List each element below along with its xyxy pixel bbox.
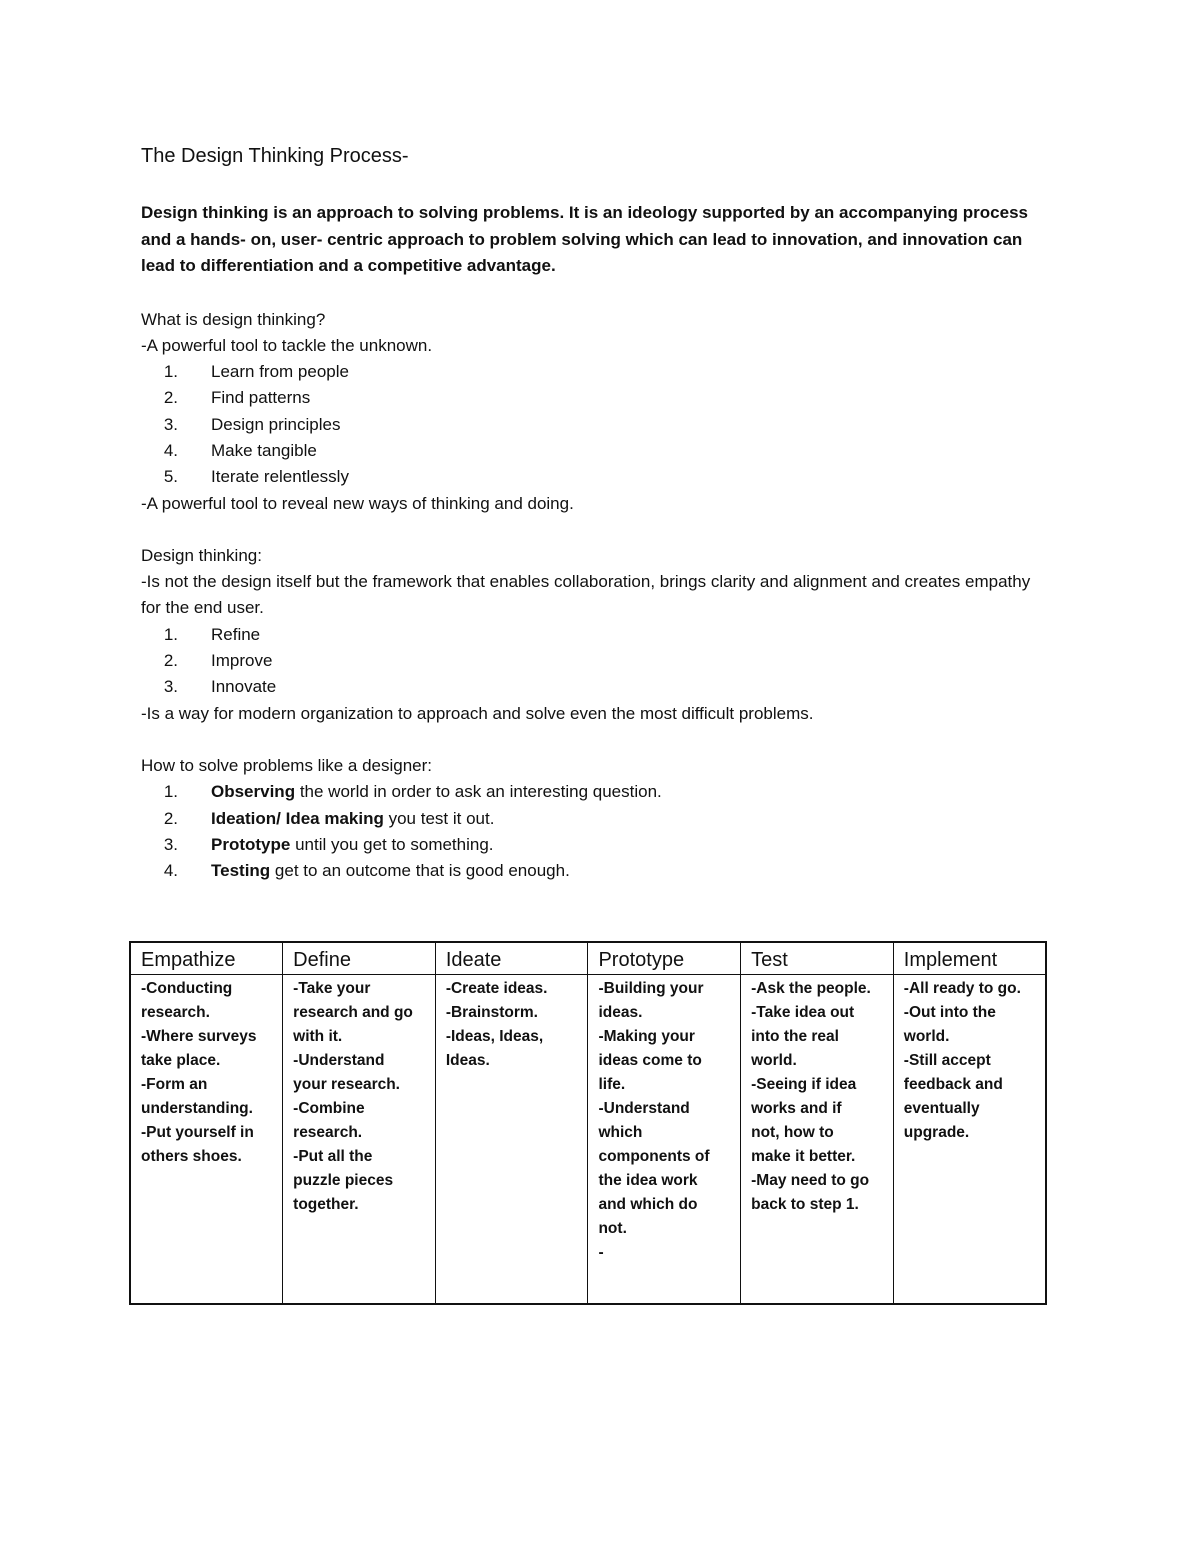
- cell-line: -Put yourself in: [141, 1124, 254, 1141]
- cell-line: take place.: [141, 1052, 221, 1069]
- list-number: 2.: [163, 651, 178, 671]
- list-item-term: Prototype: [211, 834, 291, 854]
- intro-paragraph: Design thinking is an approach to solving problems. It is an ideology supported by an accompanying process and a hands- on, user- centric approach to problem solving which can lead to innovation, and innovation can lead to differentiation and a competitive advantage.: [141, 203, 1028, 275]
- page-title: The Design Thinking Process-: [141, 145, 409, 167]
- cell-line: -Making your: [598, 1028, 695, 1045]
- list-item: [141, 674, 1051, 700]
- cell-line: puzzle pieces: [293, 1172, 394, 1189]
- list-item-text: Make tangible: [211, 440, 317, 460]
- cell-line: not, how to: [751, 1124, 834, 1141]
- table-cell-implement: [893, 975, 1046, 1305]
- cell-line: ideas.: [598, 1004, 643, 1021]
- table-cell-prototype: [588, 975, 741, 1305]
- cell-line: research and go: [293, 1004, 413, 1021]
- numbered-list: [141, 359, 1051, 490]
- list-number: 1.: [163, 362, 178, 382]
- cell-line: not.: [598, 1220, 627, 1237]
- list-item: [141, 359, 1051, 385]
- list-item: [141, 648, 1051, 674]
- cell-line: -Take your: [293, 980, 371, 997]
- list-item-text: [211, 832, 1051, 858]
- table-row: [130, 975, 1046, 1305]
- list-item-term: Testing: [211, 861, 271, 881]
- list-item-text: Iterate relentlessly: [211, 467, 349, 487]
- cell-line: world.: [751, 1052, 797, 1069]
- cell-line: with it.: [293, 1028, 343, 1045]
- list-item-text: [211, 806, 1051, 832]
- cell-line: -All ready to go.: [903, 980, 1021, 997]
- cell-line: -Brainstorm.: [445, 1004, 538, 1021]
- section-tail: -A powerful tool to reveal new ways of thinking and doing.: [141, 493, 574, 513]
- list-item-rest: get to an outcome that is good enough.: [270, 861, 570, 881]
- list-item-text: Refine: [211, 624, 261, 644]
- table-cell-ideate: [435, 975, 588, 1305]
- column-header: Define: [283, 942, 436, 975]
- list-item-rest: until you get to something.: [290, 834, 494, 854]
- list-number: 2.: [163, 388, 178, 408]
- list-item-text: [211, 858, 1051, 884]
- cell-line: together.: [293, 1196, 359, 1213]
- cell-line: -: [598, 1244, 604, 1261]
- cell-line: life.: [598, 1076, 626, 1093]
- list-number: 1.: [163, 782, 178, 802]
- cell-line: -Understand: [293, 1052, 385, 1069]
- section-lead: -Is not the design itself but the framework that enables collaboration, brings clarity and alignment and creates empathy for the end user.: [141, 572, 1031, 618]
- list-number: 4.: [163, 861, 178, 881]
- cell-line: and which do: [598, 1196, 698, 1213]
- cell-line: -Seeing if idea: [751, 1076, 857, 1093]
- numbered-list: [141, 779, 1051, 884]
- list-number: 1.: [163, 624, 178, 644]
- table-header-row: [130, 942, 1046, 975]
- document-body: [141, 142, 1051, 910]
- cell-line: research.: [141, 1004, 210, 1021]
- cell-line: world.: [903, 1028, 950, 1045]
- cell-line: -Understand: [598, 1100, 690, 1117]
- table-cell-empathize: [130, 975, 283, 1305]
- column-header: Implement: [893, 942, 1046, 975]
- cell-line: -Out into the: [903, 1004, 996, 1021]
- cell-line: understanding.: [141, 1100, 253, 1117]
- cell-line: -Form an: [141, 1076, 208, 1093]
- table-cell-test: [741, 975, 894, 1305]
- list-item-term: Ideation/ Idea making: [211, 808, 384, 828]
- list-item-text: Learn from people: [211, 362, 349, 382]
- cell-line: -Building your: [598, 980, 704, 997]
- column-header: Empathize: [130, 942, 283, 975]
- section-lead: -A powerful tool to tackle the unknown.: [141, 335, 433, 355]
- list-item-term: Observing: [211, 782, 296, 802]
- list-number: 3.: [163, 414, 178, 434]
- section-design-thinking: [141, 543, 1051, 727]
- list-number: 3.: [163, 834, 178, 854]
- cell-line: components of: [598, 1148, 710, 1165]
- list-item: [141, 464, 1051, 490]
- cell-line: into the real: [751, 1028, 839, 1045]
- section-heading: Design thinking:: [141, 545, 262, 565]
- column-header: Prototype: [588, 942, 741, 975]
- column-header: Ideate: [435, 942, 588, 975]
- list-item-rest: you test it out.: [383, 808, 495, 828]
- list-item-text: Design principles: [211, 414, 341, 434]
- list-item-text: Innovate: [211, 677, 277, 697]
- cell-line: back to step 1.: [751, 1196, 859, 1213]
- list-item-text: [211, 779, 1051, 805]
- list-number: 3.: [163, 677, 178, 697]
- list-item: [141, 622, 1051, 648]
- cell-line: -Combine: [293, 1100, 365, 1117]
- list-number: 4.: [163, 440, 178, 460]
- section-what-is: [141, 307, 1051, 517]
- section-heading: How to solve problems like a designer:: [141, 755, 433, 775]
- column-header: Test: [741, 942, 894, 975]
- cell-line: -May need to go: [751, 1172, 870, 1189]
- list-item: [141, 438, 1051, 464]
- list-item: [141, 385, 1051, 411]
- phases-table: [129, 941, 1047, 1305]
- cell-line: others shoes.: [141, 1148, 242, 1165]
- list-item: [141, 779, 1051, 805]
- list-item-text: Find patterns: [211, 388, 311, 408]
- cell-line: Ideas.: [445, 1052, 490, 1069]
- cell-line: which: [598, 1124, 643, 1141]
- cell-line: make it better.: [751, 1148, 856, 1165]
- section-tail: -Is a way for modern organization to approach and solve even the most difficult problems.: [141, 703, 814, 723]
- numbered-list: [141, 622, 1051, 701]
- cell-line: -Still accept: [903, 1052, 991, 1069]
- list-number: 2.: [163, 808, 178, 828]
- cell-line: -Take idea out: [751, 1004, 855, 1021]
- cell-line: works and if: [751, 1100, 842, 1117]
- list-item-text: Improve: [211, 651, 273, 671]
- section-heading: What is design thinking?: [141, 309, 326, 329]
- cell-line: feedback and: [903, 1076, 1003, 1093]
- list-item-rest: the world in order to ask an interesting question.: [295, 782, 662, 802]
- cell-line: -Ask the people.: [751, 980, 871, 997]
- cell-line: -Ideas, Ideas,: [445, 1028, 544, 1045]
- cell-line: eventually: [903, 1100, 980, 1117]
- list-item: [141, 858, 1051, 884]
- cell-line: -Put all the: [293, 1148, 373, 1165]
- cell-line: your research.: [293, 1076, 400, 1093]
- cell-line: -Conducting: [141, 980, 233, 997]
- list-item: [141, 806, 1051, 832]
- cell-line: -Where surveys: [141, 1028, 257, 1045]
- section-how-to-solve: [141, 753, 1051, 884]
- list-item: [141, 412, 1051, 438]
- table-cell-define: [283, 975, 436, 1305]
- list-item: [141, 832, 1051, 858]
- list-number: 5.: [163, 467, 178, 487]
- cell-line: ideas come to: [598, 1052, 702, 1069]
- phases-table-wrapper: [129, 941, 1047, 1305]
- cell-line: -Create ideas.: [445, 980, 548, 997]
- cell-line: upgrade.: [903, 1124, 970, 1141]
- cell-line: the idea work: [598, 1172, 698, 1189]
- cell-line: research.: [293, 1124, 363, 1141]
